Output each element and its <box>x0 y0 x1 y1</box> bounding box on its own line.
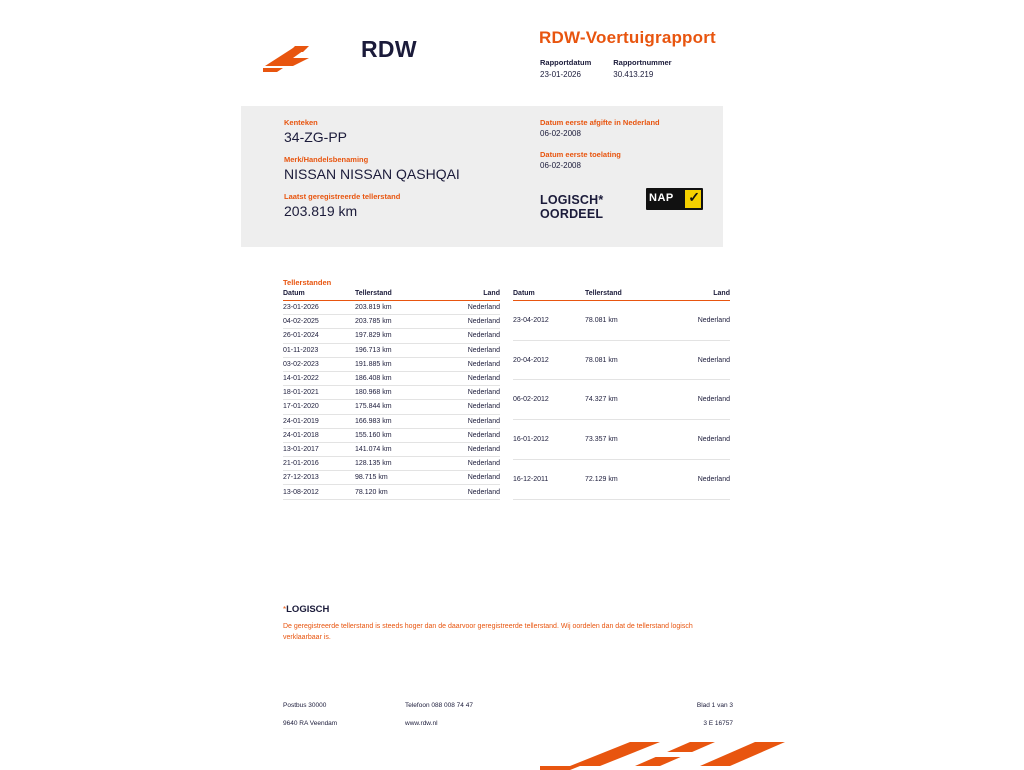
rdw-logo-text: RDW <box>361 36 417 62</box>
cell-odometer: 74.327 km <box>585 380 670 420</box>
cell-country: Nederland <box>440 428 500 442</box>
last-odometer-value: 203.819 km <box>284 203 358 219</box>
cell-date: 18-01-2021 <box>283 386 355 400</box>
cell-country: Nederland <box>440 329 500 343</box>
report-title: RDW-Voertuigrapport <box>539 28 716 47</box>
footer-address-line1: Postbus 30000 <box>283 702 327 709</box>
table-row <box>513 459 730 499</box>
cell-odometer: 128.135 km <box>355 457 440 471</box>
column-header-date: Datum <box>513 290 585 301</box>
report-date-label: Rapportdatum <box>540 58 592 67</box>
cell-date: 16-12-2011 <box>513 459 585 499</box>
cell-date: 14-01-2022 <box>283 371 355 385</box>
rdw-stripes-icon <box>540 740 800 770</box>
summary-left-column <box>284 118 524 229</box>
footer-contact <box>405 702 473 727</box>
table-row <box>283 414 500 428</box>
table-row <box>283 442 500 456</box>
cell-date: 23-04-2012 <box>513 301 585 341</box>
cell-country: Nederland <box>670 420 730 460</box>
cell-country: Nederland <box>440 414 500 428</box>
report-meta <box>540 58 672 79</box>
table-row <box>283 485 500 499</box>
footnote-body: De geregistreerde tellerstand is steeds hoger dan de daarvoor geregistreerde tellerstand. Wij oordelen dan dat de tellerstand logisch verklaarbaar is. <box>283 623 693 641</box>
cell-date: 20-04-2012 <box>513 340 585 380</box>
odometer-readings-title: Tellerstanden <box>283 278 332 287</box>
table-row <box>283 329 500 343</box>
check-icon: ✓ <box>688 189 700 205</box>
verdict-line-2: OORDEEL <box>540 207 604 221</box>
first-admission-label: Datum eerste toelating <box>540 150 621 159</box>
cell-odometer: 203.785 km <box>355 315 440 329</box>
vehicle-summary-panel <box>241 106 723 247</box>
cell-odometer: 175.844 km <box>355 400 440 414</box>
table-row <box>283 471 500 485</box>
odometer-readings-section <box>283 278 743 500</box>
rdw-logo-icon <box>263 44 325 72</box>
table-row <box>513 301 730 341</box>
cell-odometer: 197.829 km <box>355 329 440 343</box>
footer-address-line2: 9640 RA Veendam <box>283 720 338 727</box>
footer-form-code: 3 E 16757 <box>703 720 733 727</box>
kenteken-label: Kenteken <box>284 118 318 127</box>
merk-value: NISSAN NISSAN QASHQAI <box>284 166 460 182</box>
odometer-table-left-body <box>283 301 500 500</box>
document-header <box>241 18 741 88</box>
cell-country: Nederland <box>440 442 500 456</box>
cell-country: Nederland <box>440 457 500 471</box>
cell-date: 01-11-2023 <box>283 343 355 357</box>
table-row <box>283 315 500 329</box>
cell-country: Nederland <box>670 301 730 341</box>
column-header-date: Datum <box>283 290 355 301</box>
table-row <box>283 371 500 385</box>
table-row <box>283 386 500 400</box>
cell-odometer: 78.081 km <box>585 301 670 341</box>
table-header-row <box>283 290 500 301</box>
merk-label: Merk/Handelsbenaming <box>284 155 369 164</box>
cell-country: Nederland <box>670 459 730 499</box>
cell-date: 26-01-2024 <box>283 329 355 343</box>
report-number-label: Rapportnummer <box>613 58 672 67</box>
cell-date: 13-01-2017 <box>283 442 355 456</box>
cell-odometer: 186.408 km <box>355 371 440 385</box>
odometer-table-right <box>513 290 730 500</box>
cell-date: 24-01-2018 <box>283 428 355 442</box>
last-odometer-label: Laatst geregistreerde tellerstand <box>284 192 401 201</box>
cell-odometer: 180.968 km <box>355 386 440 400</box>
column-header-country: Land <box>440 290 500 301</box>
cell-country: Nederland <box>440 485 500 499</box>
table-row <box>283 301 500 315</box>
cell-odometer: 196.713 km <box>355 343 440 357</box>
table-row <box>513 340 730 380</box>
kenteken-value: 34-ZG-PP <box>284 129 348 145</box>
odometer-table-right-body <box>513 301 730 500</box>
cell-country: Nederland <box>440 400 500 414</box>
footer-address <box>283 702 337 727</box>
cell-country: Nederland <box>440 371 500 385</box>
cell-odometer: 155.160 km <box>355 428 440 442</box>
cell-date: 06-02-2012 <box>513 380 585 420</box>
cell-date: 27-12-2013 <box>283 471 355 485</box>
table-row <box>283 343 500 357</box>
table-row <box>513 380 730 420</box>
verdict-line-1: LOGISCH* <box>540 193 604 207</box>
report-date-block <box>540 58 591 79</box>
first-admission-value: 06-02-2008 <box>540 161 581 170</box>
odometer-table-left <box>283 290 500 500</box>
footnote-star: * <box>283 605 287 614</box>
cell-odometer: 141.074 km <box>355 442 440 456</box>
cell-country: Nederland <box>440 471 500 485</box>
verdict-text <box>540 193 603 221</box>
footnote-title <box>283 604 713 615</box>
cell-odometer: 166.983 km <box>355 414 440 428</box>
first-issue-label: Datum eerste afgifte in Nederland <box>540 118 660 127</box>
table-row <box>513 420 730 460</box>
cell-country: Nederland <box>440 301 500 315</box>
footer-website[interactable]: www.rdw.nl <box>405 720 438 727</box>
cell-date: 03-02-2023 <box>283 357 355 371</box>
column-header-odometer: Tellerstand <box>585 290 670 301</box>
cell-odometer: 78.081 km <box>585 340 670 380</box>
rdw-logo <box>263 30 423 80</box>
cell-date: 16-01-2012 <box>513 420 585 460</box>
table-header-row <box>513 290 730 301</box>
cell-odometer: 72.129 km <box>585 459 670 499</box>
cell-country: Nederland <box>440 343 500 357</box>
table-row <box>283 428 500 442</box>
footer-decorative-stripes <box>540 740 800 770</box>
column-header-country: Land <box>670 290 730 301</box>
column-header-odometer: Tellerstand <box>355 290 440 301</box>
cell-date: 13-08-2012 <box>283 485 355 499</box>
summary-right-column <box>540 118 720 182</box>
cell-odometer: 78.120 km <box>355 485 440 499</box>
cell-odometer: 203.819 km <box>355 301 440 315</box>
cell-odometer: 98.715 km <box>355 471 440 485</box>
cell-country: Nederland <box>440 357 500 371</box>
cell-date: 17-01-2020 <box>283 400 355 414</box>
table-row <box>283 457 500 471</box>
table-row <box>283 400 500 414</box>
footer-phone: Telefoon 088 008 74 47 <box>405 702 473 709</box>
cell-country: Nederland <box>670 380 730 420</box>
cell-date: 24-01-2019 <box>283 414 355 428</box>
table-row <box>283 357 500 371</box>
footer-page-info <box>696 702 733 727</box>
report-date-value: 23-01-2026 <box>540 70 581 79</box>
cell-odometer: 73.357 km <box>585 420 670 460</box>
cell-country: Nederland <box>670 340 730 380</box>
nap-badge-text: NAP <box>649 192 674 204</box>
cell-odometer: 191.885 km <box>355 357 440 371</box>
cell-country: Nederland <box>440 386 500 400</box>
footer-page-number: Blad 1 van 3 <box>696 702 733 709</box>
first-issue-value: 06-02-2008 <box>540 129 581 138</box>
cell-date: 21-01-2016 <box>283 457 355 471</box>
cell-country: Nederland <box>440 315 500 329</box>
cell-date: 04-02-2025 <box>283 315 355 329</box>
report-number-value: 30.413.219 <box>613 70 654 79</box>
footnote-title-text: LOGISCH <box>286 604 330 615</box>
nap-badge <box>646 188 703 210</box>
footnote-section <box>283 604 713 643</box>
cell-date: 23-01-2026 <box>283 301 355 315</box>
report-number-block <box>613 58 671 79</box>
